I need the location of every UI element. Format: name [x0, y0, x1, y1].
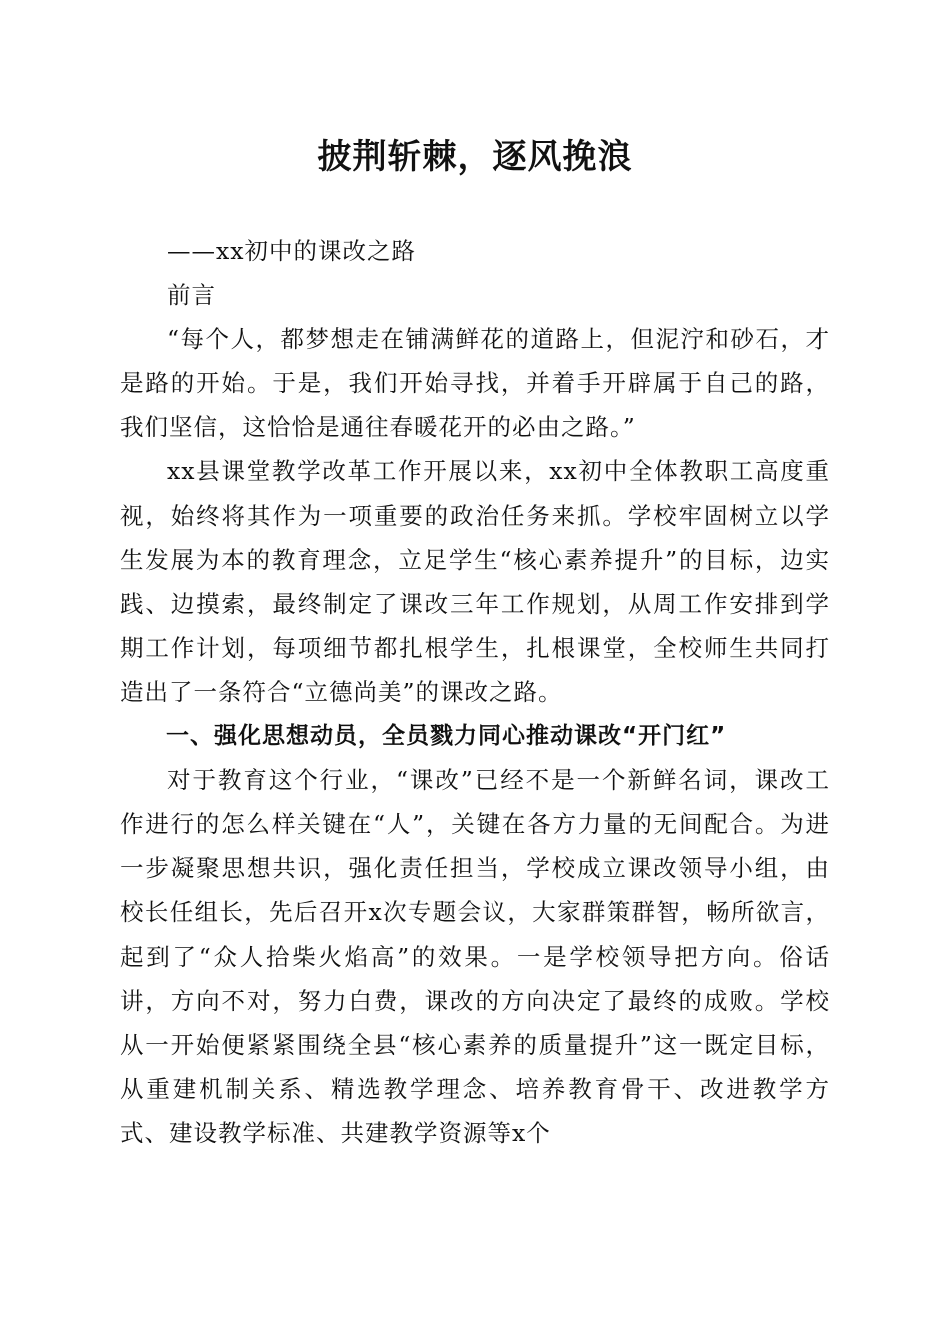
- document-body: [120, 229, 830, 1155]
- section-heading: 一、强化思想动员，全员戮力同心推动课改“开门红”: [166, 723, 727, 750]
- section-paragraph: 对于教育这个行业，“课改”已经不是一个新鲜名词，课改工作进行的怎么样关键在“人”，关键在各方力量的无间配合。为进一步凝聚思想共识，强化责任担当，学校成立课改领导小组，由校长任组长，先后召开x次专题会议，大家群策群智，畅所欲言，起到了“众人拾柴火焰高”的效果。一是学校领导把方向。俗话讲，方向不对，努力白费，课改的方向决定了最终的成败。学校从一开始便紧紧围绕全县“核心素养的质量提升”这一既定目标，从重建机制关系、精选教学理念、培养教育骨干、改进教学方式、建设教学标准、共建教学资源等x个: [120, 766, 830, 1147]
- intro-paragraph: xx县课堂教学改革工作开展以来，xx初中全体教职工高度重视，始终将其作为一项重要的政治任务来抓。学校牢固树立以学生发展为本的教育理念，立足学生“核心素养提升”的目标，边实践、边摸索，最终制定了课改三年工作规划，从周工作安排到学期工作计划，每项细节都扎根学生，扎根课堂，全校师生共同打造出了一条符合“立德尚美”的课改之路。: [120, 457, 830, 706]
- subtitle: ——xx初中的课改之路: [167, 237, 417, 265]
- document-title: 披荆斩棘，逐风挽浪: [317, 137, 633, 177]
- quote-paragraph: “每个人，都梦想走在铺满鲜花的道路上，但泥泞和砂石，才是路的开始。于是，我们开始寻找，并着手开辟属于自己的路，我们坚信，这恰恰是通往春暖花开的必由之路。”: [120, 325, 830, 442]
- preface-label: 前言: [167, 281, 216, 310]
